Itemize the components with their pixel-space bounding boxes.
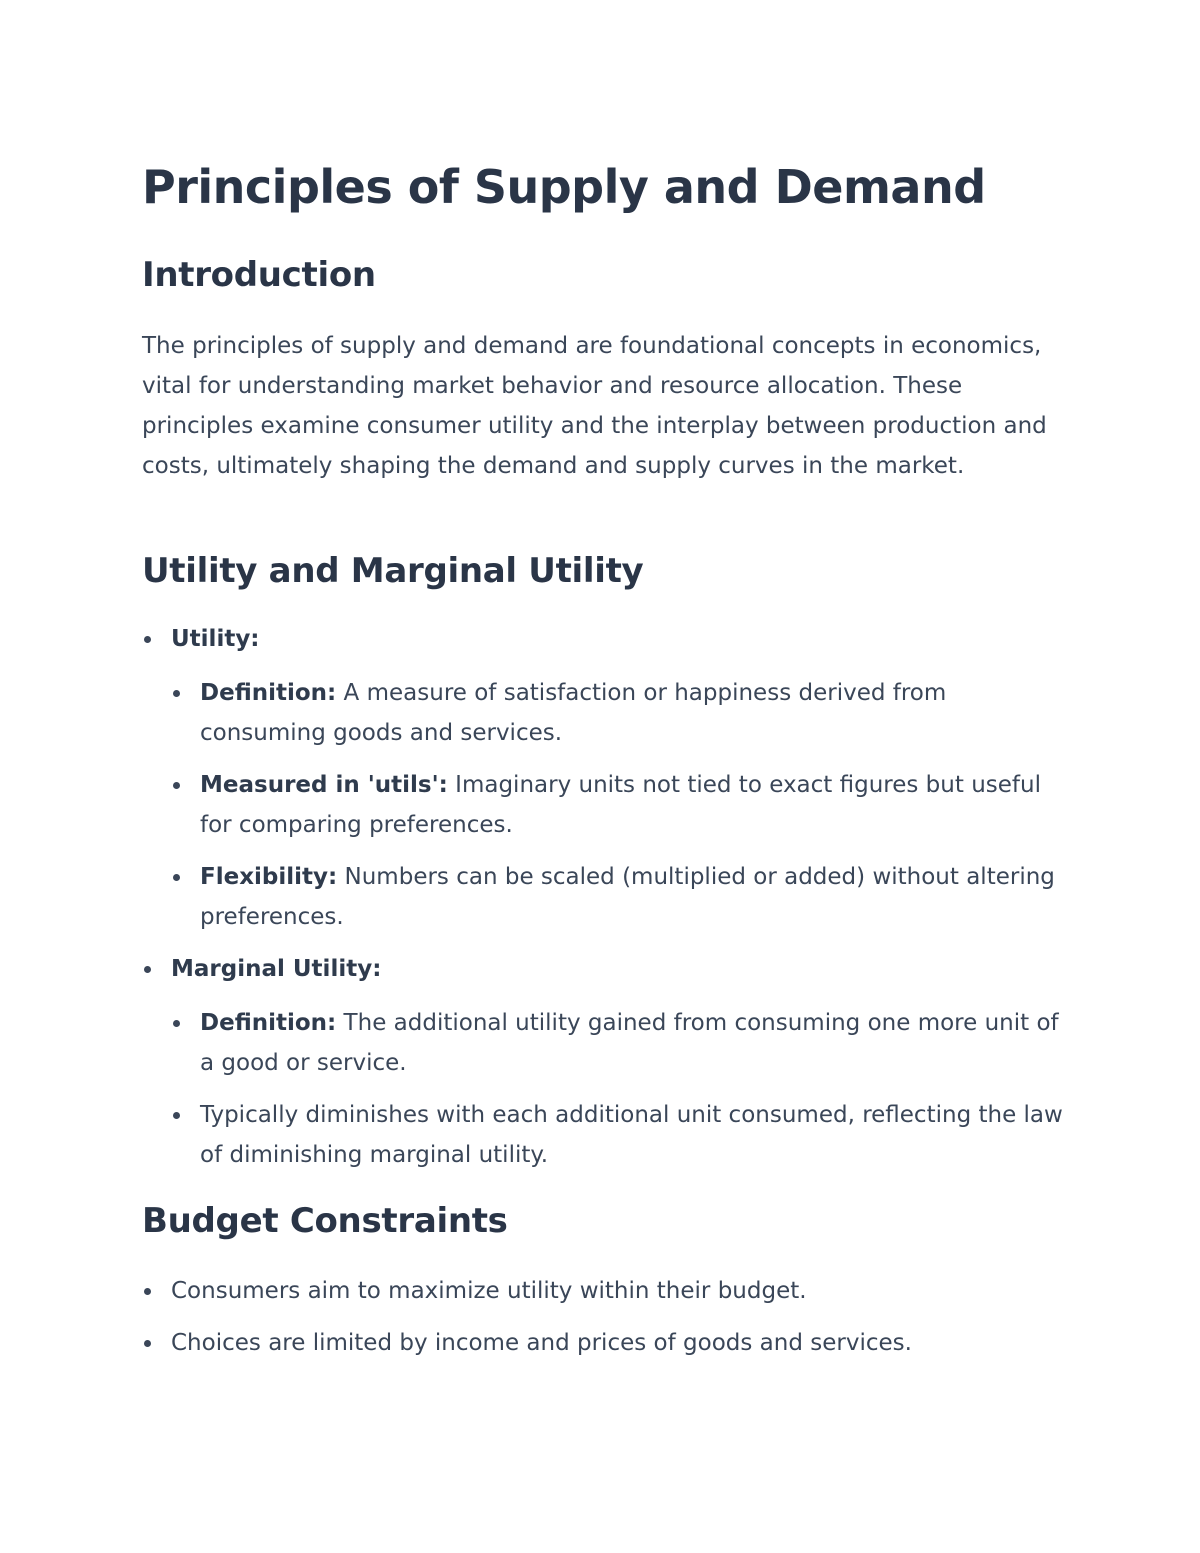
list-item-utility <box>142 619 1067 937</box>
budget-list <box>142 1271 1067 1375</box>
item-text: Imaginary units not tied to exact figures but useful for comparing preferences. <box>200 772 1041 838</box>
marginal-utility-sublist <box>171 1003 1067 1175</box>
item-label: Flexibility: <box>200 864 338 890</box>
page-title: Principles of Supply and Demand <box>142 160 986 214</box>
item-text: A measure of satisfaction or happiness derived from consuming goods and services. <box>200 680 947 746</box>
list-item <box>171 1095 1067 1175</box>
item-text: The additional utility gained from consuming one more unit of a good or service. <box>200 1010 1059 1076</box>
utility-list <box>142 619 1067 1187</box>
item-label: Marginal Utility: <box>171 956 382 982</box>
list-item <box>171 1003 1067 1083</box>
list-item <box>171 673 1067 753</box>
introduction-paragraph: The principles of supply and demand are foundational concepts in economics, vital for understanding market behavior and resource allocation. These principles examine consumer utility and the interplay between production and costs, ultimately shaping the demand and supply curves in the market. <box>142 333 1047 479</box>
item-text: Numbers can be scaled (multiplied or added) without altering preferences. <box>200 864 1055 930</box>
introduction-heading: Introduction <box>142 255 376 295</box>
budget-heading: Budget Constraints <box>142 1201 508 1241</box>
item-label: Measured in 'utils': <box>200 772 448 798</box>
item-label: Utility: <box>171 626 260 652</box>
item-label: Definition: <box>200 680 337 706</box>
utility-sublist <box>171 673 1067 937</box>
utility-heading: Utility and Marginal Utility <box>142 551 644 591</box>
item-text: Typically diminishes with each additional unit consumed, reflecting the law of diminishing marginal utility. <box>200 1102 1063 1168</box>
list-item <box>171 765 1067 845</box>
item-label: Definition: <box>200 1010 337 1036</box>
list-item-marginal-utility <box>142 949 1067 1175</box>
list-item: Consumers aim to maximize utility within their budget. <box>142 1271 1067 1311</box>
list-item: Choices are limited by income and prices of goods and services. <box>142 1323 1067 1363</box>
list-item <box>171 857 1067 937</box>
